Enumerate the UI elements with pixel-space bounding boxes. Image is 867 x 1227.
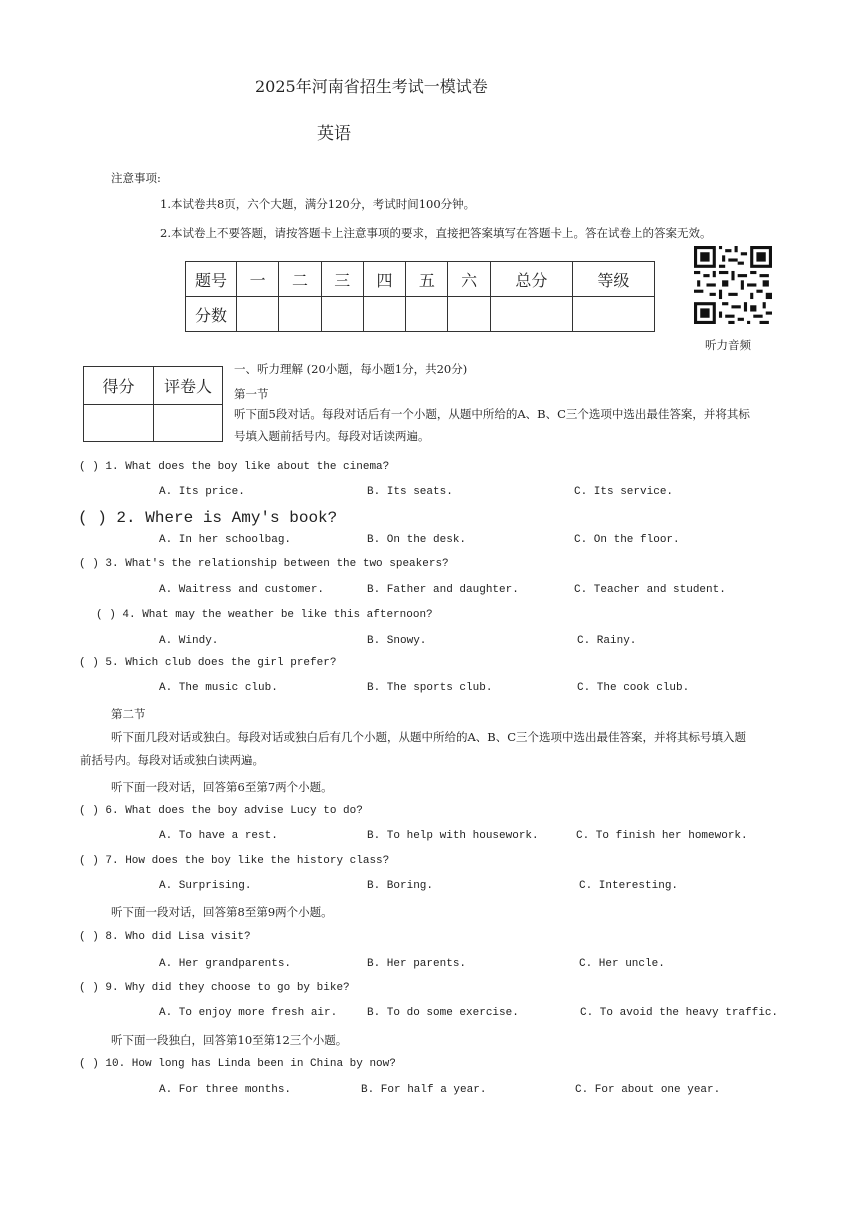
subject-title: 英语 (317, 124, 351, 144)
question-2: ( ) 2. Where is Amy's book? (78, 509, 338, 527)
score-cell (363, 297, 405, 332)
question-2-option-b: B. On the desk. (367, 534, 467, 546)
score-table-col-3: 三 (321, 262, 363, 297)
score-table-col-6: 六 (448, 262, 490, 297)
question-4-option-b: B. Snowy. (367, 635, 427, 647)
grader-name-label: 评卷人 (154, 367, 223, 405)
question-6: ( ) 6. What does the boy advise Lucy to do? (79, 805, 363, 817)
part2-label: 第二节 (111, 707, 146, 721)
notice-item-1: 1.本试卷共8页，六个大题，满分120分，考试时间100分钟。 (160, 197, 476, 211)
score-table-col-1: 一 (237, 262, 279, 297)
score-table-col-grade: 等级 (572, 262, 654, 297)
question-7: ( ) 7. How does the boy like the history class? (79, 855, 390, 867)
question-1: ( ) 1. What does the boy like about the cinema? (79, 461, 390, 473)
question-8-option-a: A. Her grandparents. (159, 958, 292, 970)
grader-name-cell (154, 405, 223, 442)
score-cell (279, 297, 321, 332)
score-cell (448, 297, 490, 332)
grader-box (83, 366, 223, 442)
score-cell (237, 297, 279, 332)
question-2-option-c: C. On the floor. (574, 534, 680, 546)
question-9: ( ) 9. Why did they choose to go by bike? (79, 982, 350, 994)
monologue-note: 听下面一段独白，回答第10至第12三个小题。 (111, 1033, 348, 1047)
part1-label: 第一节 (234, 387, 269, 401)
question-3: ( ) 3. What's the relationship between the two speakers? (79, 558, 449, 570)
score-table-col-2: 二 (279, 262, 321, 297)
question-9-option-a: A. To enjoy more fresh air. (159, 1007, 338, 1019)
score-table-row-label: 分数 (186, 297, 237, 332)
exam-title: 2025年河南省招生考试一模试卷 (255, 77, 488, 96)
question-10-option-c: C. For about one year. (575, 1084, 721, 1096)
question-7-option-c: C. Interesting. (579, 880, 679, 892)
question-9-option-b: B. To do some exercise. (367, 1007, 519, 1019)
score-cell (321, 297, 363, 332)
question-10-option-a: A. For three months. (159, 1084, 292, 1096)
question-1-option-a: A. Its price. (159, 486, 245, 498)
question-6-option-c: C. To finish her homework. (576, 830, 748, 842)
score-cell (572, 297, 654, 332)
score-cell (406, 297, 448, 332)
question-10: ( ) 10. How long has Linda been in China by now? (79, 1058, 396, 1070)
part1-instruction-cont: 号填入题前括号内。每段对话读两遍。 (234, 429, 430, 443)
notice-heading: 注意事项: (111, 171, 161, 185)
score-table-col-total: 总分 (490, 262, 572, 297)
score-table-col-4: 四 (363, 262, 405, 297)
question-10-option-b: B. For half a year. (361, 1084, 487, 1096)
dialog-note: 听下面一段对话，回答第6至第7两个小题。 (111, 780, 333, 794)
question-8-option-c: C. Her uncle. (579, 958, 665, 970)
part1-instruction: 听下面5段对话。每段对话后有一个小题，从题中所给的A、B、C三个选项中选出最佳答案，并将其标 (234, 407, 750, 421)
question-4-option-c: C. Rainy. (577, 635, 637, 647)
qr-caption: 听力音频 (705, 338, 751, 352)
grader-score-label: 得分 (84, 367, 154, 405)
score-table-header-label: 题号 (186, 262, 237, 297)
question-2-option-a: A. In her schoolbag. (159, 534, 292, 546)
dialog-note: 听下面一段对话，回答第8至第9两个小题。 (111, 905, 333, 919)
question-6-option-b: B. To help with housework. (367, 830, 539, 842)
score-table-col-5: 五 (406, 262, 448, 297)
question-1-option-b: B. Its seats. (367, 486, 453, 498)
notice-item-2: 2.本试卷上不要答题，请按答题卡上注意事项的要求，直接把答案填写在答题卡上。答在试卷上的答案无效。 (160, 226, 712, 240)
question-7-option-b: B. Boring. (367, 880, 434, 892)
question-4-option-a: A. Windy. (159, 635, 219, 647)
question-3-option-b: B. Father and daughter. (367, 584, 519, 596)
question-5-option-b: B. The sports club. (367, 682, 493, 694)
question-7-option-a: A. Surprising. (159, 880, 252, 892)
part2-instruction-cont: 前括号内。每段对话或独白读两遍。 (80, 753, 264, 767)
question-8-option-b: B. Her parents. (367, 958, 467, 970)
part2-instruction: 听下面几段对话或独白。每段对话或独白后有几个小题，从题中所给的A、B、C三个选项中选出最佳答案，并将其标号填入题 (111, 730, 747, 744)
question-5: ( ) 5. Which club does the girl prefer? (79, 657, 337, 669)
question-4: ( ) 4. What may the weather be like this afternoon? (96, 609, 433, 621)
qr-code-icon[interactable] (694, 245, 772, 325)
question-3-option-a: A. Waitress and customer. (159, 584, 325, 596)
section-title: 一、听力理解 (20小题，每小题1分，共20分) (234, 362, 468, 376)
question-3-option-c: C. Teacher and student. (574, 584, 726, 596)
question-8: ( ) 8. Who did Lisa visit? (79, 931, 251, 943)
question-5-option-a: A. The music club. (159, 682, 278, 694)
question-1-option-c: C. Its service. (574, 486, 674, 498)
question-9-option-c: C. To avoid the heavy traffic. (580, 1007, 779, 1019)
score-table (185, 261, 655, 332)
score-cell (490, 297, 572, 332)
grader-score-cell (84, 405, 154, 442)
question-6-option-a: A. To have a rest. (159, 830, 278, 842)
question-5-option-c: C. The cook club. (577, 682, 690, 694)
